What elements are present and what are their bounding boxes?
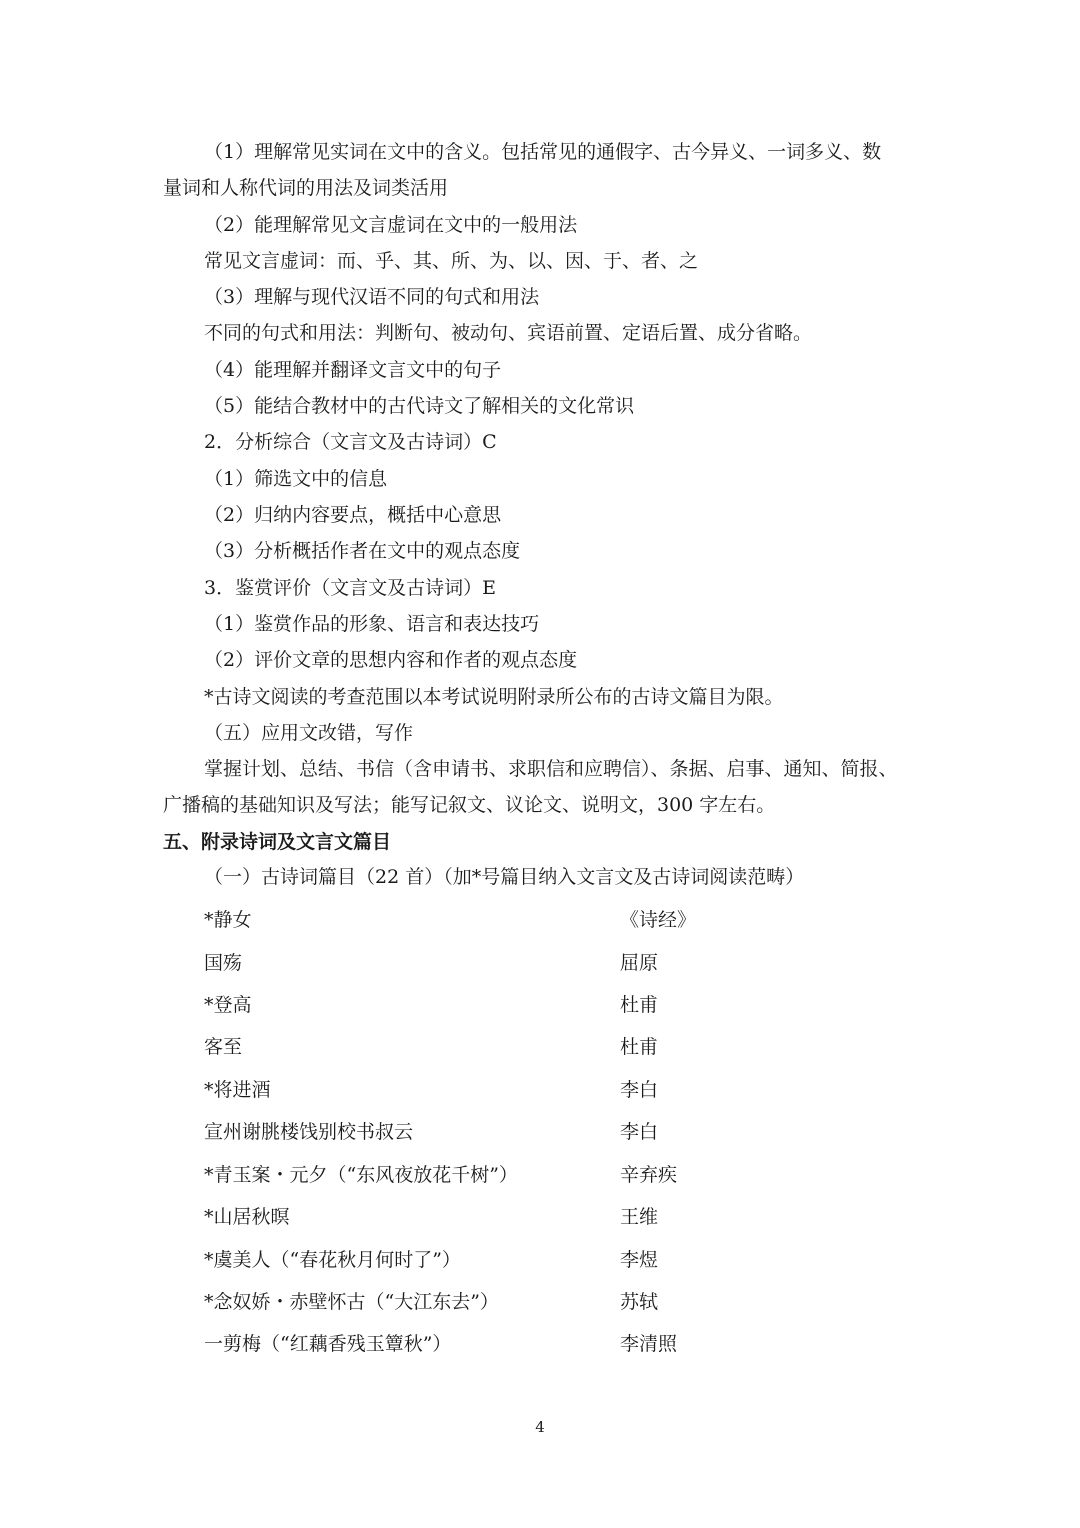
section-heading: 五、附录诗词及文言文篇目 xyxy=(163,831,392,853)
paragraph-line: （1）鉴赏作品的形象、语言和表达技巧 xyxy=(204,613,540,635)
poem-title: *将进酒 xyxy=(204,1079,271,1101)
paragraph-line: 常见文言虚词：而、乎、其、所、为、以、因、于、者、之 xyxy=(204,250,699,272)
poem-title: *念奴娇・赤壁怀古（“大江东去”） xyxy=(204,1291,499,1313)
paragraph-line: 广播稿的基础知识及写法；能写记叙文、议论文、说明文，300 字左右。 xyxy=(163,794,776,816)
poem-author: 杜甫 xyxy=(620,1036,659,1058)
paragraph-line: 2．分析综合（文言文及古诗词）C xyxy=(204,431,497,453)
poem-title: *青玉案・元夕（“东风夜放花千树”） xyxy=(204,1164,518,1186)
page-number: 4 xyxy=(535,1418,545,1436)
paragraph-line: （五）应用文改错，写作 xyxy=(204,722,414,744)
paragraph-line: （2）归纳内容要点，概括中心意思 xyxy=(204,504,502,526)
paragraph-line: （3）分析概括作者在文中的观点态度 xyxy=(204,540,521,562)
subsection-heading: （一）古诗词篇目（22 首）（加*号篇目纳入文言文及古诗词阅读范畴） xyxy=(204,866,805,888)
poem-title: *山居秋暝 xyxy=(204,1206,290,1228)
poem-author: 《诗经》 xyxy=(620,909,697,931)
poem-author: 王维 xyxy=(620,1206,659,1228)
paragraph-line: （4）能理解并翻译文言文中的句子 xyxy=(204,359,502,381)
poem-title: 国殇 xyxy=(204,952,243,974)
paragraph-line: *古诗文阅读的考查范围以本考试说明附录所公布的古诗文篇目为限。 xyxy=(204,686,784,708)
poem-title: 一剪梅（“红藕香残玉簟秋”） xyxy=(204,1333,452,1355)
paragraph-line: （2）评价文章的思想内容和作者的观点态度 xyxy=(204,649,578,671)
paragraph-line: 3．鉴赏评价（文言文及古诗词）E xyxy=(204,577,496,599)
paragraph-line: （2）能理解常见文言虚词在文中的一般用法 xyxy=(204,214,578,236)
poem-author: 苏轼 xyxy=(620,1291,659,1313)
paragraph-line: 不同的句式和用法：判断句、被动句、宾语前置、定语后置、成分省略。 xyxy=(204,322,813,344)
paragraph-line: 掌握计划、总结、书信（含申请书、求职信和应聘信）、条据、启事、通知、简报、 xyxy=(204,758,898,780)
poem-title: *静女 xyxy=(204,909,252,931)
paragraph-line: （1）理解常见实词在文中的含义。包括常见的通假字、古今异义、一词多义、数 xyxy=(204,141,882,163)
poem-author: 李白 xyxy=(620,1121,659,1143)
paragraph-line: 量词和人称代词的用法及词类活用 xyxy=(163,177,449,199)
poem-author: 李煜 xyxy=(620,1249,659,1271)
poem-title: *虞美人（“春花秋月何时了”） xyxy=(204,1249,461,1271)
poem-author: 李清照 xyxy=(620,1333,678,1355)
poem-title: 宣州谢朓楼饯别校书叔云 xyxy=(204,1121,414,1143)
poem-author: 屈原 xyxy=(620,952,659,974)
poem-author: 杜甫 xyxy=(620,994,659,1016)
paragraph-line: （5）能结合教材中的古代诗文了解相关的文化常识 xyxy=(204,395,635,417)
paragraph-line: （1）筛选文中的信息 xyxy=(204,468,388,490)
poem-author: 李白 xyxy=(620,1079,659,1101)
poem-title: 客至 xyxy=(204,1036,243,1058)
poem-author: 辛弃疾 xyxy=(620,1164,678,1186)
paragraph-line: （3）理解与现代汉语不同的句式和用法 xyxy=(204,286,540,308)
poem-title: *登高 xyxy=(204,994,252,1016)
